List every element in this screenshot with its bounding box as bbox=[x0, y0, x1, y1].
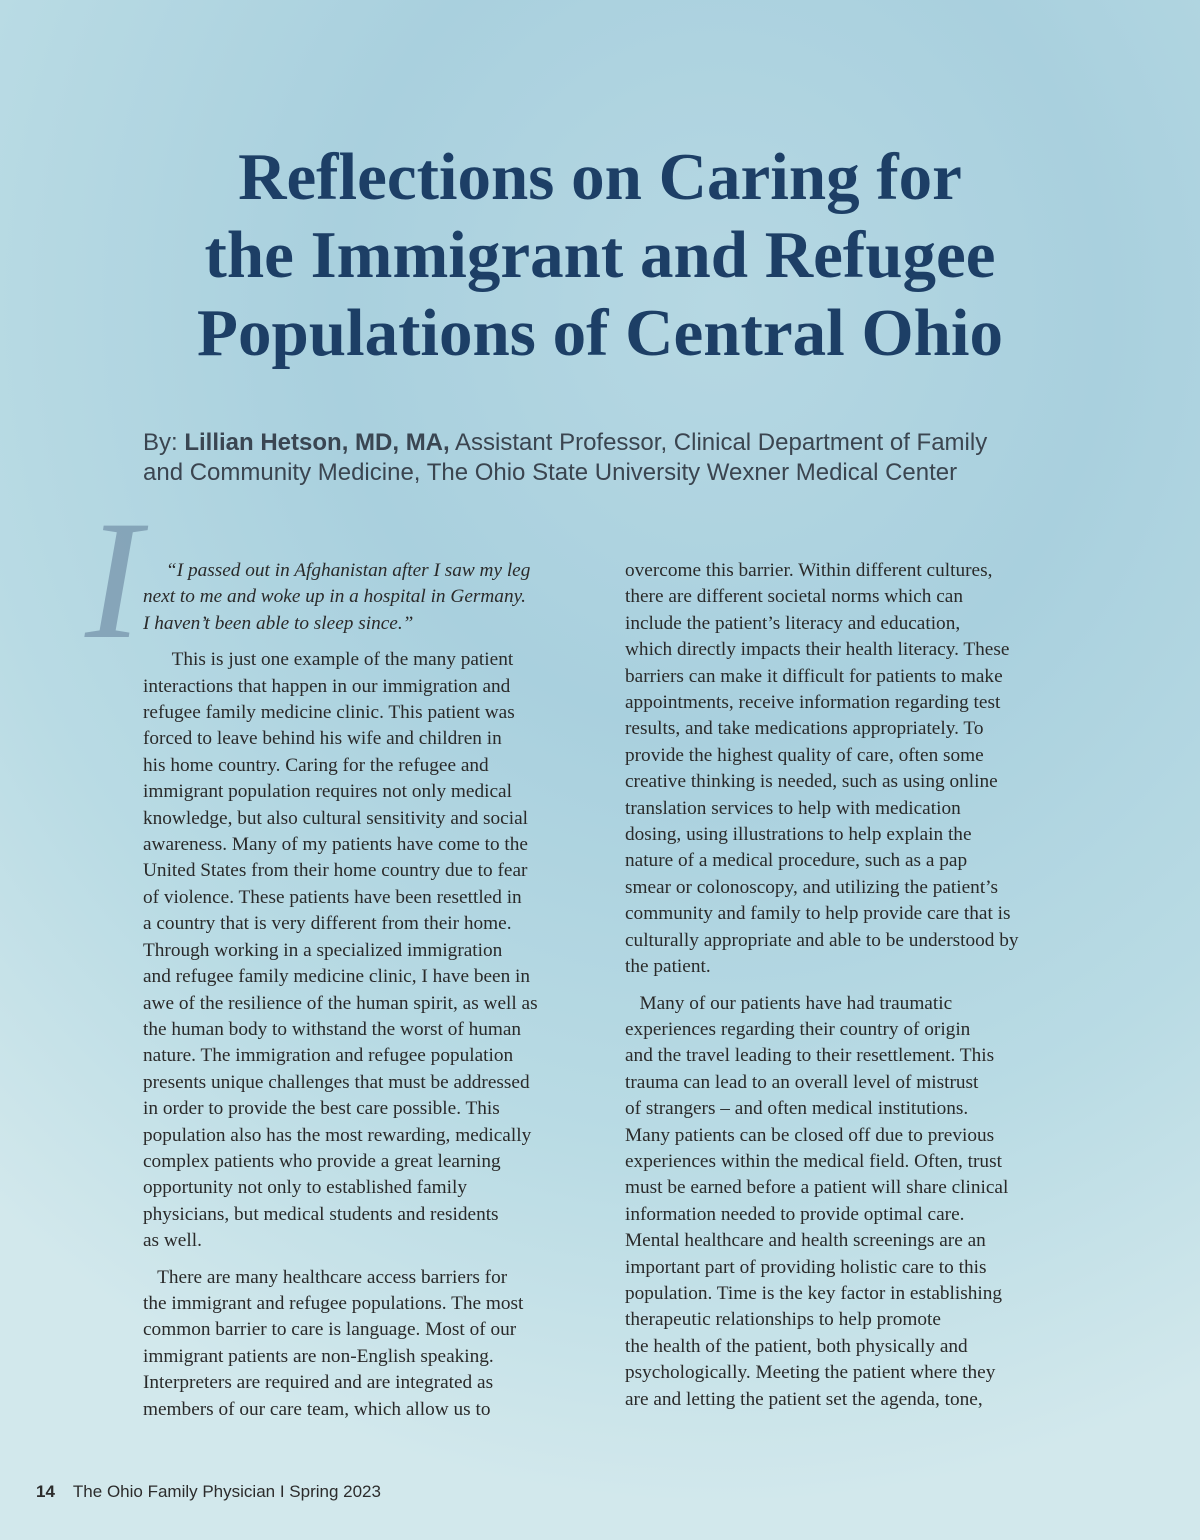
text-line: opportunity not only to established family bbox=[143, 1177, 467, 1199]
text-line: information needed to provide optimal care. bbox=[625, 1203, 965, 1225]
text-line: There are many healthcare access barriers for bbox=[143, 1266, 508, 1288]
title-line: Populations of Central Ohio bbox=[197, 296, 1003, 370]
text-line: a country that is very different from their home. bbox=[143, 913, 512, 935]
text-line: translation services to help with medication bbox=[625, 797, 961, 819]
text-line: barriers can make it difficult for patients to make bbox=[625, 665, 1003, 687]
byline-author: Lillian Hetson, MD, MA, bbox=[184, 429, 450, 456]
text-line: psychologically. Meeting the patient where they bbox=[625, 1362, 996, 1384]
text-line: nature. The immigration and refugee population bbox=[143, 1045, 514, 1067]
paragraph bbox=[143, 647, 603, 1254]
text-line: awe of the resilience of the human spirit, as well as bbox=[143, 992, 538, 1014]
text-line: as well. bbox=[143, 1230, 202, 1252]
text-line: Interpreters are required and are integrated as bbox=[143, 1372, 494, 1394]
text-line: Through working in a specialized immigration bbox=[143, 939, 503, 961]
text-line: common barrier to care is language. Most of our bbox=[143, 1319, 517, 1341]
text-line: results, and take medications appropriately. To bbox=[625, 718, 984, 740]
byline-prefix: By: bbox=[143, 429, 185, 456]
text-line: experiences within the medical field. Often, trust bbox=[625, 1150, 1002, 1172]
text-line: must be earned before a patient will share clinical bbox=[625, 1177, 1009, 1199]
text-line: his home country. Caring for the refugee and bbox=[143, 754, 489, 776]
text-line: and the travel leading to their resettlement. This bbox=[625, 1045, 995, 1067]
text-line: appointments, receive information regarding test bbox=[625, 692, 1001, 714]
text-line: are and letting the patient set the agenda, tone, bbox=[625, 1388, 983, 1410]
text-line: I haven’t been able to sleep since.” bbox=[143, 612, 414, 634]
text-line: overcome this barrier. Within different cultures, bbox=[625, 560, 993, 581]
byline bbox=[143, 428, 1073, 488]
paragraph bbox=[625, 991, 1095, 1414]
text-line: Many of our patients have had traumatic bbox=[625, 992, 953, 1014]
text-line: “I passed out in Afghanistan after I saw my leg bbox=[166, 560, 531, 581]
text-line: the health of the patient, both physically and bbox=[625, 1335, 968, 1357]
text-line: there are different societal norms which can bbox=[625, 586, 963, 608]
text-line: important part of providing holistic care to this bbox=[625, 1256, 987, 1278]
text-line: community and family to help provide care that is bbox=[625, 903, 1011, 925]
paragraph bbox=[143, 1265, 603, 1423]
text-line: knowledge, but also cultural sensitivity and social bbox=[143, 807, 529, 829]
text-line: presents unique challenges that must be addressed bbox=[143, 1071, 530, 1093]
text-line: creative thinking is needed, such as using online bbox=[625, 771, 998, 793]
text-line: experiences regarding their country of origin bbox=[625, 1018, 971, 1040]
title-line: Reflections on Caring for bbox=[238, 140, 962, 214]
text-line: nature of a medical procedure, such as a pap bbox=[625, 850, 968, 872]
text-line: trauma can lead to an overall level of mistrust bbox=[625, 1071, 979, 1093]
title-line: the Immigrant and Refugee bbox=[204, 218, 996, 292]
text-line: population also has the most rewarding, medically bbox=[143, 1124, 532, 1146]
article-title bbox=[0, 138, 1200, 372]
text-line: of violence. These patients have been resettled in bbox=[143, 886, 522, 908]
text-line: immigrant population requires not only medical bbox=[143, 781, 512, 803]
page-footer bbox=[36, 1482, 381, 1502]
byline-affiliation: Assistant Professor, Clinical Department of Family bbox=[449, 429, 988, 456]
paragraph bbox=[625, 558, 1095, 981]
text-line: provide the highest quality of care, often some bbox=[625, 744, 984, 766]
text-line: This is just one example of the many patient bbox=[143, 649, 514, 671]
right-column bbox=[625, 558, 1095, 1413]
text-line: forced to leave behind his wife and children in bbox=[143, 728, 502, 750]
text-line: awareness. Many of my patients have come to the bbox=[143, 834, 528, 856]
text-line: smear or colonoscopy, and utilizing the patient’s bbox=[625, 876, 999, 898]
text-line: immigrant patients are non-English speaking. bbox=[143, 1345, 494, 1367]
text-line: next to me and woke up in a hospital in Germany. bbox=[143, 586, 526, 608]
text-line: culturally appropriate and able to be understood by bbox=[625, 929, 1019, 951]
text-line: the patient. bbox=[625, 956, 711, 978]
page-number: 14 bbox=[36, 1482, 55, 1501]
text-line: members of our care team, which allow us to bbox=[143, 1398, 491, 1420]
text-line: dosing, using illustrations to help explain the bbox=[625, 824, 972, 846]
opening-quote bbox=[143, 558, 603, 637]
text-line: refugee family medicine clinic. This patient was bbox=[143, 702, 515, 724]
text-line: Mental healthcare and health screenings are an bbox=[625, 1230, 986, 1252]
drop-cap: I bbox=[85, 486, 142, 674]
publication-info: The Ohio Family Physician I Spring 2023 bbox=[72, 1482, 381, 1501]
text-line: therapeutic relationships to help promote bbox=[625, 1309, 941, 1331]
text-line: which directly impacts their health literacy. These bbox=[625, 639, 1010, 661]
text-line: and refugee family medicine clinic, I have been in bbox=[143, 966, 531, 988]
text-line: population. Time is the key factor in establishing bbox=[625, 1282, 1003, 1304]
text-line: Many patients can be closed off due to previous bbox=[625, 1124, 995, 1146]
text-line: in order to provide the best care possible. This bbox=[143, 1098, 500, 1120]
text-line: the human body to withstand the worst of human bbox=[143, 1018, 522, 1040]
text-line: include the patient’s literacy and education, bbox=[625, 612, 961, 634]
text-line: interactions that happen in our immigration and bbox=[143, 675, 511, 697]
text-line: complex patients who provide a great learning bbox=[143, 1150, 501, 1172]
text-line: physicians, but medical students and residents bbox=[143, 1203, 499, 1225]
left-column bbox=[143, 558, 603, 1423]
text-line: of strangers – and often medical institutions. bbox=[625, 1098, 969, 1120]
text-line: the immigrant and refugee populations. The most bbox=[143, 1292, 524, 1314]
text-line: United States from their home country due to fear bbox=[143, 860, 528, 882]
byline-affiliation-cont: and Community Medicine, The Ohio State University Wexner Medical Center bbox=[143, 459, 958, 486]
